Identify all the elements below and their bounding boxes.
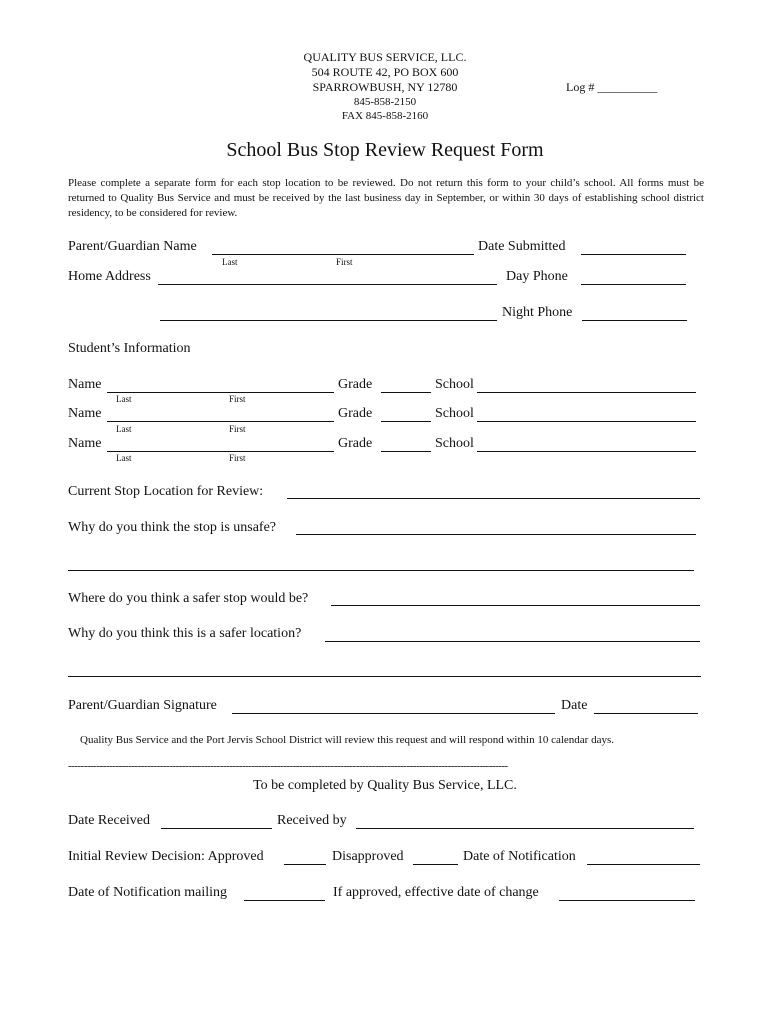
student-school-input[interactable] [477, 392, 696, 393]
student-grade-input[interactable] [381, 451, 431, 452]
notification-mailing-label: Date of Notification mailing [68, 885, 228, 900]
parent-name-label: Parent/Guardian Name [68, 239, 197, 254]
student-grade-label: Grade [338, 436, 373, 451]
student-first-hint: First [229, 394, 246, 404]
why-safer-label: Why do you think this is a safer location? [68, 626, 302, 641]
date-received-label: Date Received [68, 813, 151, 828]
student-first-hint: First [229, 424, 246, 434]
company-fax: FAX 845-858-2160 [341, 110, 429, 122]
why-unsafe-input[interactable] [296, 534, 696, 535]
student-first-hint: First [229, 453, 246, 463]
home-address-input[interactable] [158, 284, 497, 285]
home-address-label: Home Address [68, 269, 151, 284]
student-name-label: Name [68, 377, 102, 392]
company-name: QUALITY BUS SERVICE, LLC. [303, 50, 467, 64]
parent-first-hint: First [336, 257, 353, 267]
company-phone: 845-858-2150 [353, 96, 417, 108]
student-school-label: School [435, 436, 474, 451]
student-grade-label: Grade [338, 377, 373, 392]
student-last-hint: Last [116, 424, 132, 434]
signature-label: Parent/Guardian Signature [68, 698, 217, 713]
student-name-input[interactable] [107, 451, 334, 452]
student-school-label: School [435, 406, 474, 421]
student-name-label: Name [68, 436, 102, 451]
why-unsafe-input-line2[interactable] [68, 570, 694, 571]
parent-last-hint: Last [222, 257, 238, 267]
received-by-input[interactable] [356, 828, 694, 829]
effective-date-label: If approved, effective date of change [333, 885, 539, 900]
night-phone-label: Night Phone [502, 305, 573, 320]
date-submitted-label: Date Submitted [478, 239, 566, 254]
received-by-label: Received by [277, 813, 347, 828]
initial-decision-approved-label: Initial Review Decision: Approved [68, 849, 264, 864]
current-stop-label: Current Stop Location for Review: [68, 484, 264, 499]
review-note: Quality Bus Service and the Port Jervis School District will review this request and will respond within 10 calendar days. [80, 734, 615, 746]
approved-input[interactable] [284, 864, 326, 865]
page-title: School Bus Stop Review Request Form [226, 139, 544, 161]
safer-stop-input[interactable] [331, 605, 700, 606]
why-safer-input-line2[interactable] [68, 676, 701, 677]
home-address-input-line2[interactable] [160, 320, 497, 321]
signature-input[interactable] [232, 713, 555, 714]
disapproved-label: Disapproved [332, 849, 404, 864]
date-of-notification-label: Date of Notification [463, 849, 576, 864]
why-unsafe-label: Why do you think the stop is unsafe? [68, 520, 277, 535]
student-school-input[interactable] [477, 451, 696, 452]
company-address-line2: SPARROWBUSH, NY 12780 [312, 80, 458, 94]
day-phone-label: Day Phone [506, 269, 568, 284]
safer-stop-label: Where do you think a safer stop would be? [68, 591, 309, 606]
student-name-label: Name [68, 406, 102, 421]
signature-date-label: Date [561, 698, 588, 713]
student-school-input[interactable] [477, 421, 696, 422]
instructions-paragraph: Please complete a separate form for each stop location to be reviewed. Do not return this form to your child’s school. All forms must be returned to Quality Bus Service and must be received by the last business day in September, or within 30 days of establishing school district residency, to be considered for review. [68, 177, 704, 219]
disapproved-input[interactable] [413, 864, 458, 865]
company-address-line1: 504 ROUTE 42, PO BOX 600 [311, 65, 459, 79]
date-received-input[interactable] [161, 828, 272, 829]
office-section-heading: To be completed by Quality Bus Service, LLC. [253, 778, 517, 793]
effective-date-input[interactable] [559, 900, 695, 901]
why-safer-input[interactable] [325, 641, 700, 642]
student-last-hint: Last [116, 394, 132, 404]
student-name-input[interactable] [107, 392, 334, 393]
student-grade-input[interactable] [381, 392, 431, 393]
day-phone-input[interactable] [581, 284, 686, 285]
student-school-label: School [435, 377, 474, 392]
students-section-label: Student’s Information [68, 341, 191, 356]
student-name-input[interactable] [107, 421, 334, 422]
parent-name-input[interactable] [212, 254, 474, 255]
date-submitted-input[interactable] [581, 254, 686, 255]
cut-line-divider: ------------------------------------------------------------------------------------------------------------------------------------------- [68, 760, 508, 772]
log-number-field[interactable]: Log # __________ [566, 80, 658, 94]
date-of-notification-input[interactable] [587, 864, 700, 865]
signature-date-input[interactable] [594, 713, 698, 714]
current-stop-input[interactable] [287, 498, 700, 499]
student-grade-label: Grade [338, 406, 373, 421]
student-grade-input[interactable] [381, 421, 431, 422]
notification-mailing-input[interactable] [244, 900, 325, 901]
night-phone-input[interactable] [582, 320, 687, 321]
student-last-hint: Last [116, 453, 132, 463]
